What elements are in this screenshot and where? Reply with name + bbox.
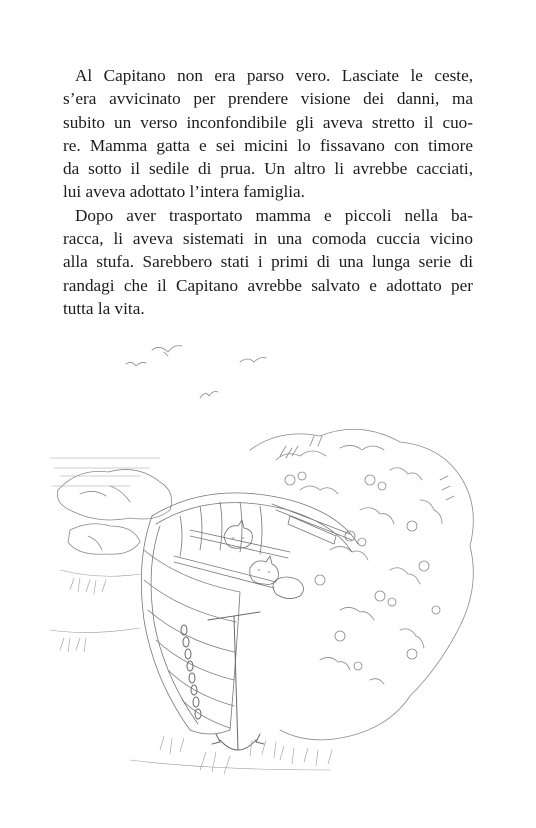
seagull-icon (200, 392, 218, 399)
story-text (63, 64, 473, 320)
paragraph-2-line-5: tutta la vita. (63, 298, 145, 318)
paragraph-1-line-5: da sotto il sedile di prua. Un altro li avrebbe cacciati, (63, 159, 473, 179)
vegetation (250, 429, 473, 740)
cat-icon (224, 520, 252, 548)
boat-illustration (40, 330, 500, 810)
paragraph-1-line-6: lui aveva adottato l’intera famiglia. (63, 182, 305, 202)
paragraph-2-line-1: Dopo aver trasportato mamma e piccoli nella ba- (75, 205, 473, 225)
seagull-icon (240, 358, 266, 363)
grass (50, 570, 332, 774)
paragraph-2-line-3: alla stufa. Sarebbero stati i primi di una lunga serie di (63, 252, 473, 272)
paragraph-2-line-2: racca, li aveva sistemati in una comoda cuccia vicino (63, 229, 473, 249)
paragraph-1-line-4: re. Mamma gatta e sei micini lo fissavano con timore (63, 135, 473, 155)
cat-icon (250, 556, 279, 584)
paragraph-1-line-3: subito un verso inconfondibile gli aveva stretto il cuo- (63, 112, 473, 132)
cat-icon (273, 577, 304, 599)
rocks (57, 470, 171, 555)
seagull-icon (126, 362, 146, 366)
paragraph-2-line-4: randagi che il Capitano avrebbe salvato e adottato per (63, 275, 473, 295)
paragraph-1-line-2: s’era avvicinato per prendere visione dei danni, ma (63, 89, 473, 109)
paragraph-1-line-1: Al Capitano non era parso vero. Lasciate le ceste, (75, 66, 473, 85)
seagull-icon (152, 346, 182, 356)
chain (181, 625, 201, 719)
anchor-icon (208, 612, 264, 750)
